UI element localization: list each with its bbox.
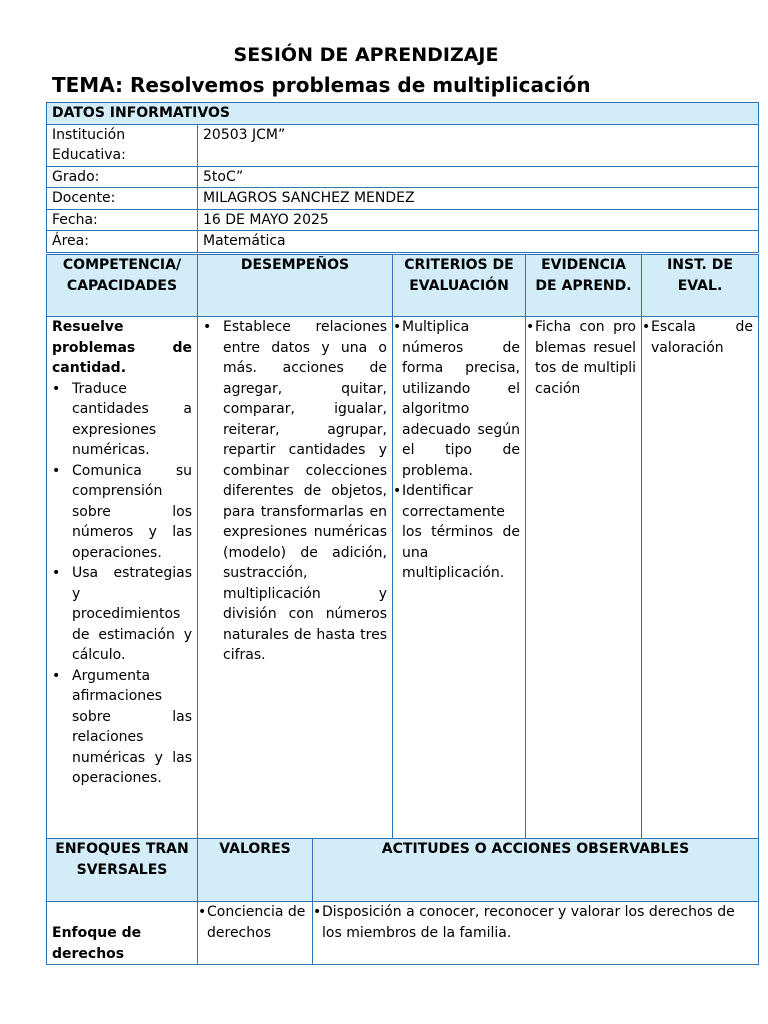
- datos-label-institucion: Institución Educativa:: [47, 124, 198, 166]
- datos-informativos-table: [46, 102, 759, 253]
- competencia-title: Resuelve problemas de cantidad.: [52, 319, 192, 376]
- header-actitudes: ACTITUDES O ACCIONES OBSERVABLES: [313, 839, 759, 902]
- instrumento-text: Escala de valoración: [651, 319, 753, 356]
- desempeno-cell: • Establece relaciones entre datos y una o más. acciones de agregar, quitar, comparar, igualar, reiterar, agrupar, repartir cantidades y combinar colecciones diferentes de objetos, para transformarlas en expresiones numéricas (modelo) de adición, sustracción, multiplicación y división con números naturales de hasta tres cifras.: [198, 317, 393, 839]
- header-enfoques: ENFOQUES TRANSVERSALES: [47, 839, 198, 902]
- capacidad-item: • Comunica su comprensión sobre los números y las operaciones.: [52, 462, 192, 561]
- datos-label-docente: Docente:: [47, 188, 198, 210]
- datos-value-institucion: 20503 JCM”: [198, 124, 759, 166]
- lesson-topic: TEMA: Resolvemos problemas de multiplicación: [52, 73, 591, 97]
- enfoques-table: [46, 838, 759, 965]
- capacidad-item: • Usa estrategias y procedimientos de estimación y cálculo.: [52, 565, 192, 663]
- datos-label-area: Área:: [47, 231, 198, 253]
- datos-header: DATOS INFORMATIVOS: [47, 103, 759, 125]
- criterios-cell: [393, 317, 526, 839]
- criterio-item: • Multiplica números de forma precisa, utilizando el algoritmo adecuado según el tipo de problema.: [393, 319, 520, 479]
- header-criterios: CRITERIOS DE EVALUACIÓN: [393, 255, 526, 317]
- actitud-text: Disposición a conocer, reconocer y valorar los derechos de los miembros de la familia.: [322, 904, 735, 941]
- datos-value-grado: 5toC”: [198, 166, 759, 188]
- page-title: SESIÓN DE APRENDIZAJE: [233, 44, 499, 66]
- datos-value-docente: MILAGROS SANCHEZ MENDEZ: [198, 188, 759, 210]
- datos-label-grado: Grado:: [47, 166, 198, 188]
- datos-label-fecha: Fecha:: [47, 209, 198, 231]
- header-instrumento: INST. DE EVAL.: [642, 255, 759, 317]
- criterio-item: • Identificar correctamente los términos de una multiplicación.: [393, 483, 520, 581]
- competencia-cell: [47, 317, 198, 839]
- competencias-table: [46, 254, 759, 839]
- valor-cell: • Conciencia de derechos: [198, 902, 313, 965]
- datos-value-area: Matemática: [198, 231, 759, 253]
- capacidad-item: • Argumenta afirmaciones sobre las relaciones numéricas y las operaciones.: [52, 667, 192, 786]
- header-competencia: COMPETENCIA/ CAPACIDADES: [47, 255, 198, 317]
- evidencia-text: Ficha con problemas resueltos de multiplicación: [535, 319, 636, 397]
- valor-text: Conciencia de derechos: [207, 904, 306, 941]
- capacidad-item: • Traduce cantidades a expresiones numéricas.: [52, 380, 192, 458]
- enfoque-name: Enfoque de derechos: [47, 902, 198, 965]
- actitud-cell: • Disposición a conocer, reconocer y valorar los derechos de los miembros de la familia.: [313, 902, 759, 965]
- datos-value-fecha: 16 DE MAYO 2025: [198, 209, 759, 231]
- header-valores: VALORES: [198, 839, 313, 902]
- desempeno-text: Establece relaciones entre datos y una o más. acciones de agregar, quitar, comparar, igualar, reiterar, agrupar, repartir cantidades y combinar colecciones diferentes de objetos, para transformarlas en expresiones numéricas (modelo) de adición, sustracción, multiplicación y división con números naturales de hasta tres cifras.: [223, 319, 387, 663]
- header-desempenos: DESEMPEÑOS: [198, 255, 393, 317]
- evidencia-cell: • Ficha con problemas resueltos de multiplicación: [526, 317, 642, 839]
- instrumento-cell: • Escala de valoración: [642, 317, 759, 839]
- header-evidencia: EVIDENCIA DE APREND.: [526, 255, 642, 317]
